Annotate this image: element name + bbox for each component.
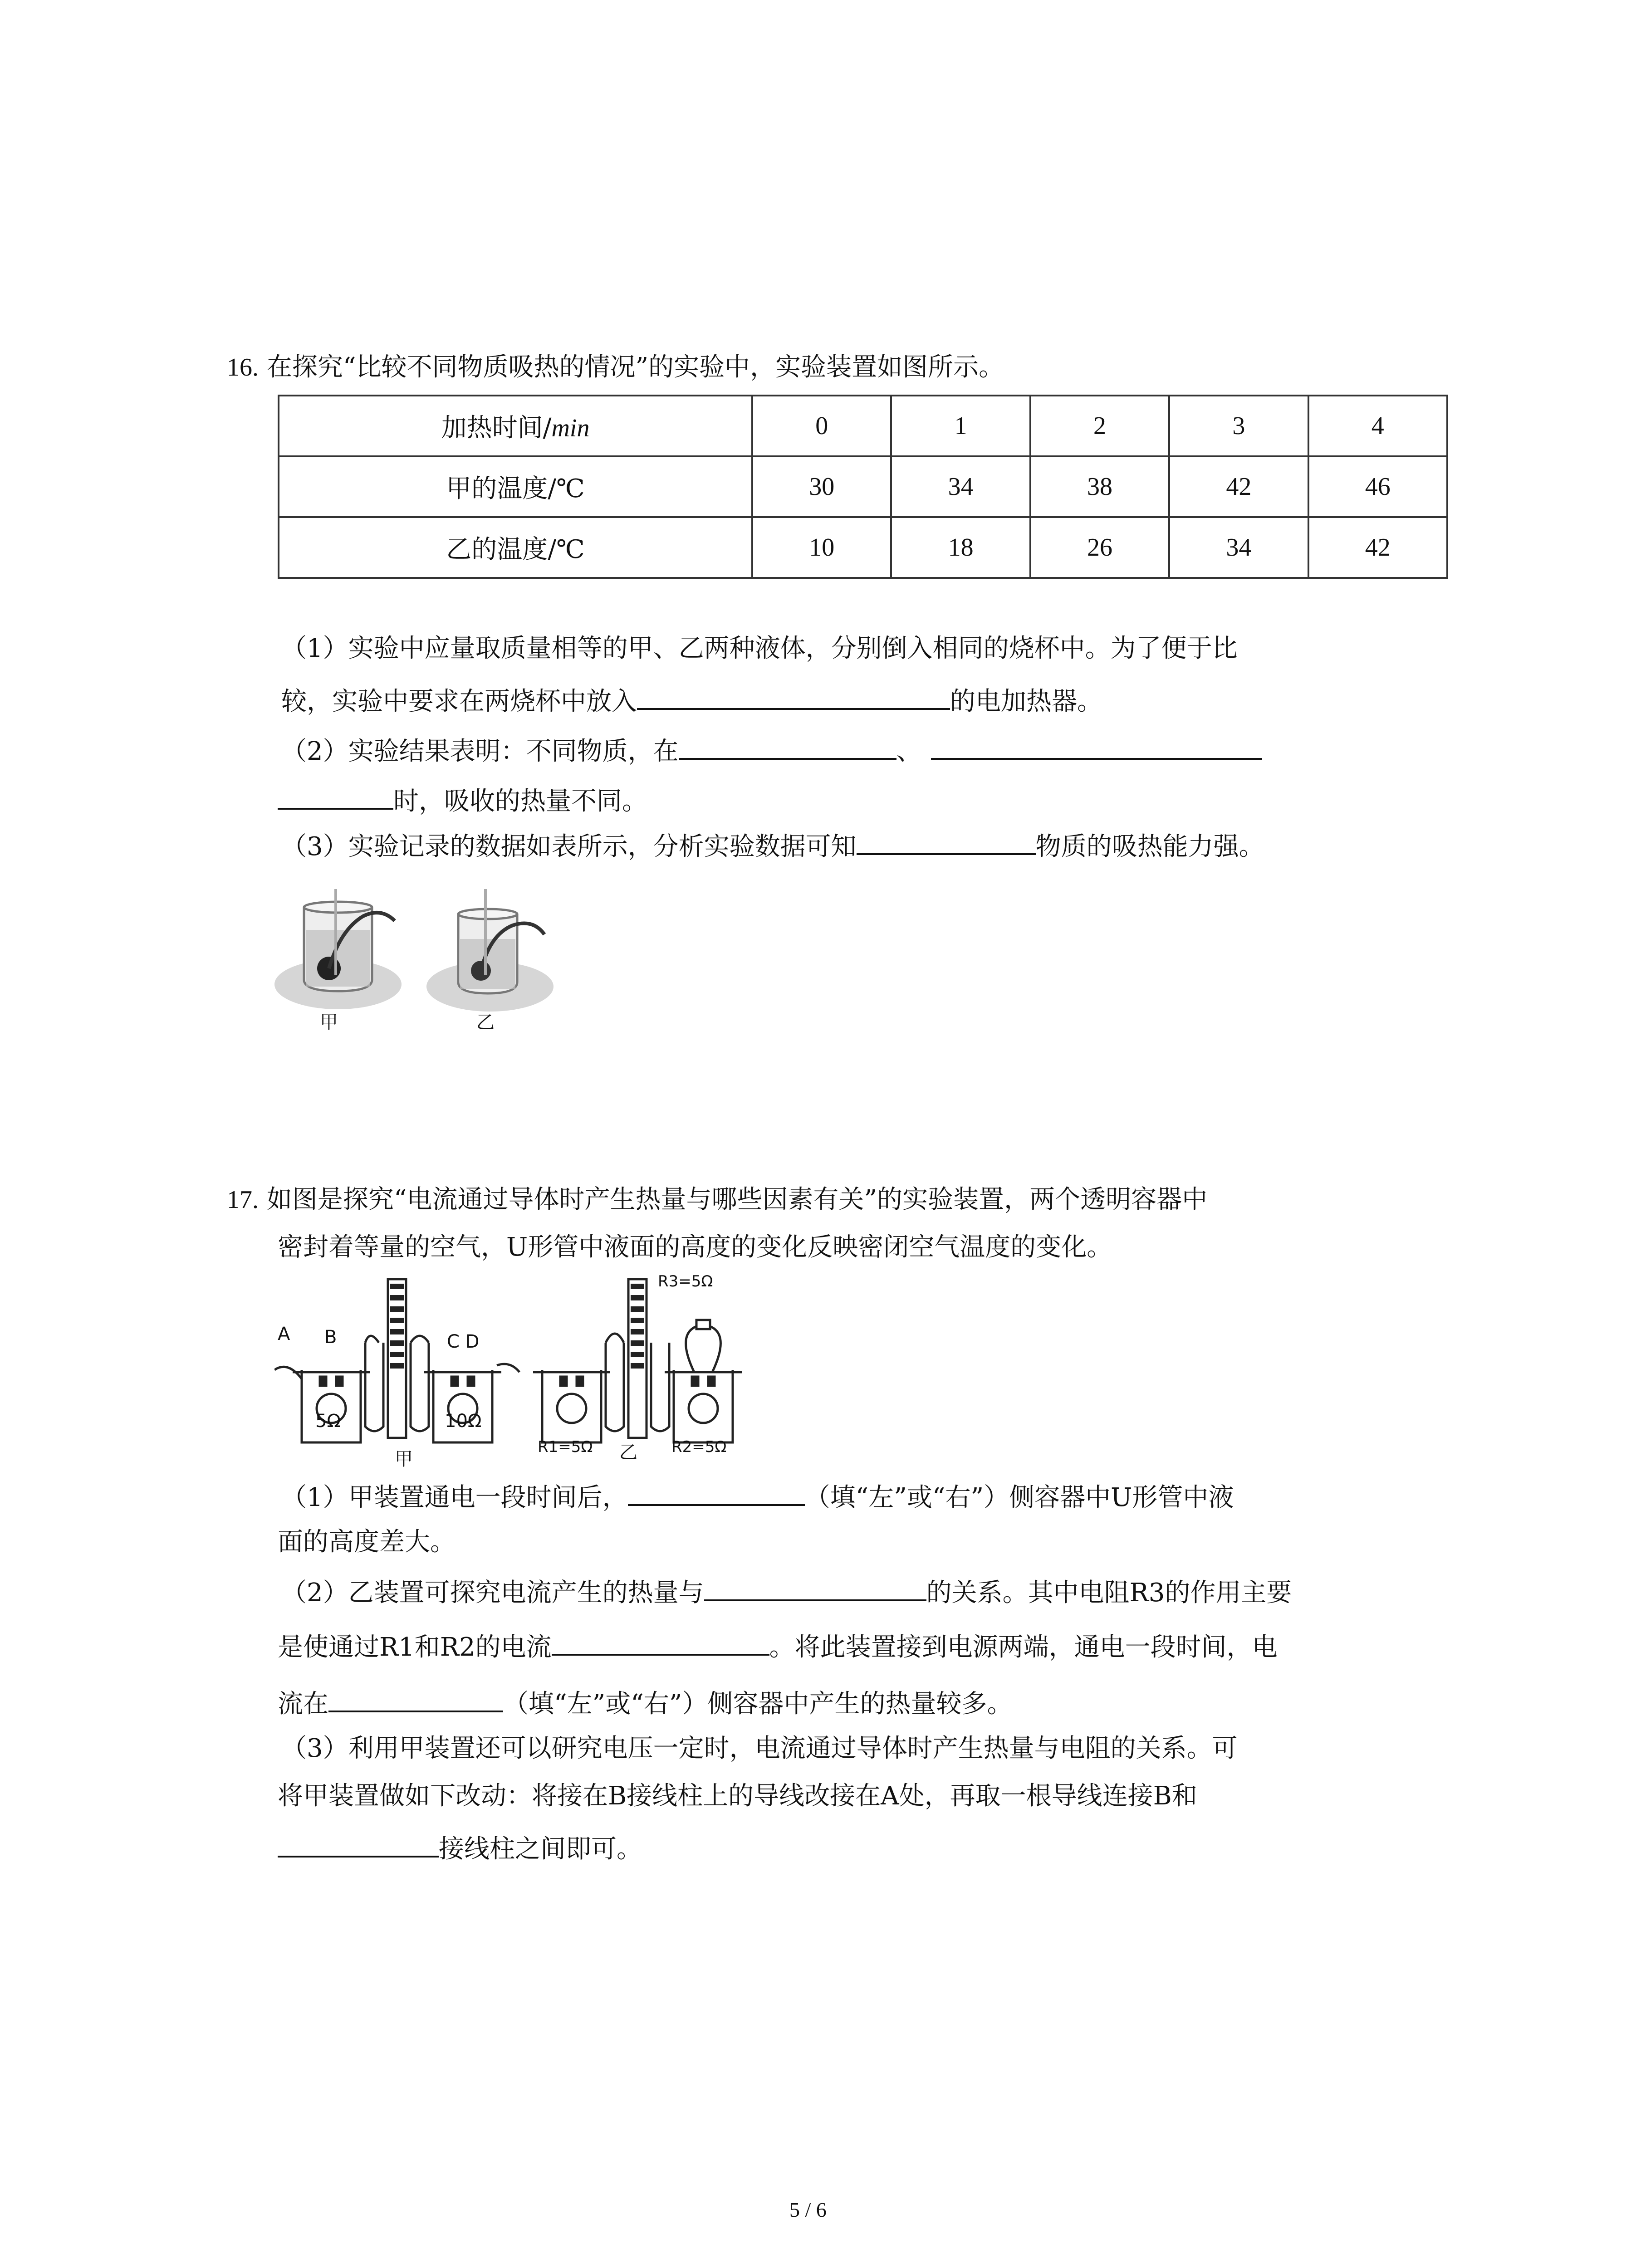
q17-part1-text: （1）甲装置通电一段时间后， [281,1483,628,1512]
answer-blank[interactable] [704,1574,926,1601]
terminal-label-a: A [278,1324,290,1344]
answer-blank[interactable] [278,1830,439,1857]
q16-stem-line [227,352,1004,383]
q17-number: 17. [227,1186,259,1214]
table-cell: 18 [891,517,1030,578]
answer-blank[interactable] [328,1685,503,1712]
q16-part3-text: 物质的吸热能力强。 [1035,832,1264,861]
q17-part1-line2: 面的高度差大。 [278,1527,456,1557]
q17-part2-text: 。将此装置接到电源两端，通电一段时间，电 [769,1633,1278,1662]
scale-marks-jia [390,1284,404,1369]
table-header-row [279,396,1447,456]
table-cell: 乙的温度/℃ [279,517,752,578]
q16-part2-line1 [281,733,1262,767]
figure-label-jia: 甲 [395,1449,413,1470]
table-header-cell: 4 [1308,396,1447,456]
q17-part2-text: 流在 [278,1689,328,1719]
scale-marks-yi [631,1284,644,1369]
table-header-cell: 1 [891,396,1030,456]
q17-stem-line2: 密封着等量的空气，U形管中液面的高度的变化反映密闭空气温度的变化。 [278,1232,1112,1262]
table-cell: 42 [1308,517,1447,578]
table-row [279,456,1447,517]
q17-part3-line1: （3）利用甲装置还可以研究电压一定时，电流通过导体时产生热量与电阻的关系。可 [281,1734,1238,1763]
page-number: 5 / 6 [789,2198,827,2221]
resistor-label-r1: R1=5Ω [538,1438,593,1456]
table-cell: 42 [1169,456,1308,517]
answer-blank[interactable] [679,733,896,760]
terminal-label-cd: C D [447,1331,480,1352]
q17-part2-line3 [278,1685,1013,1720]
answer-blank[interactable] [552,1628,769,1656]
q17-part1-line1 [281,1479,1234,1514]
resistor-label-r3: R3=5Ω [658,1272,713,1290]
table-cell: 甲的温度/℃ [279,456,752,517]
resistor-label-right: 10Ω [445,1411,482,1432]
q17-part3-line3 [278,1830,642,1865]
q17-part1-text: （填“左”或“右”）侧容器中U形管中液 [804,1483,1234,1512]
q16-data-table [278,395,1448,579]
q16-number: 16. [227,353,259,381]
resistor-label-r2: R2=5Ω [671,1438,727,1456]
answer-blank[interactable] [931,733,1262,760]
q16-part2-text: 时，吸收的热量不同。 [393,787,647,816]
q17-part2-text: （2）乙装置可探究电流产生的热量与 [281,1578,704,1608]
answer-blank[interactable] [628,1479,805,1506]
figure-label-yi: 乙 [476,1012,495,1033]
apparatus-jia [274,1279,519,1442]
q16-part1-line2 [281,683,1102,718]
table-header-cell: 0 [752,396,891,456]
table-cell: 10 [752,517,891,578]
q16-part2-text: 、 [896,737,922,766]
q16-part1-line1: （1）实验中应量取质量相等的甲、乙两种液体，分别倒入相同的烧杯中。为了便于比 [281,634,1238,663]
q17-part2-text: （填“左”或“右”）侧容器中产生的热量较多。 [503,1689,1013,1719]
q17-stem-line1 [227,1184,1207,1216]
table-row [279,517,1447,578]
q16-part3-text: （3）实验记录的数据如表所示，分析实验数据可知 [281,832,857,861]
q16-part3-line [281,828,1264,863]
table-cell: 34 [891,456,1030,517]
q17-part3-text: 接线柱之间即可。 [439,1834,642,1864]
q17-stem: 如图是探究“电流通过导体时产生热量与哪些因素有关”的实验装置，两个透明容器中 [266,1185,1208,1214]
q16-part2-text: （2）实验结果表明：不同物质，在 [281,737,679,766]
table-cell: 38 [1030,456,1169,517]
table-header-cell: 3 [1169,396,1308,456]
table-cell: 34 [1169,517,1308,578]
apparatus-yi [533,1279,742,1442]
answer-blank[interactable] [637,683,950,710]
q17-part2-line1 [281,1574,1292,1609]
figure-label-jia: 甲 [320,1012,338,1033]
q17-part3-line2: 将甲装置做如下改动：将接在B接线柱上的导线改接在A处，再取一根导线连接B和 [278,1781,1197,1811]
q16-part1-text: 较，实验中要求在两烧杯中放入 [281,687,637,716]
q17-part2-text: 的关系。其中电阻R3的作用主要 [926,1578,1292,1608]
q16-part1-text: 的电加热器。 [950,687,1102,716]
table-header-cell: 加热时间/min [279,396,752,456]
terminal-label-b: B [324,1327,337,1348]
resistor-label-left: 5Ω [315,1411,341,1432]
q16-part2-line2 [278,782,647,817]
table-cell: 26 [1030,517,1169,578]
table-cell: 46 [1308,456,1447,517]
q16-stem: 在探究“比较不同物质吸热的情况”的实验中，实验装置如图所示。 [266,352,1004,382]
answer-blank[interactable] [857,828,1036,855]
q17-part2-text: 是使通过R1和R2的电流 [278,1633,552,1662]
table-header-cell: 2 [1030,396,1169,456]
answer-blank[interactable] [278,782,393,810]
figure-label-yi: 乙 [619,1442,637,1463]
table-cell: 30 [752,456,891,517]
q17-part2-line2 [278,1628,1278,1663]
